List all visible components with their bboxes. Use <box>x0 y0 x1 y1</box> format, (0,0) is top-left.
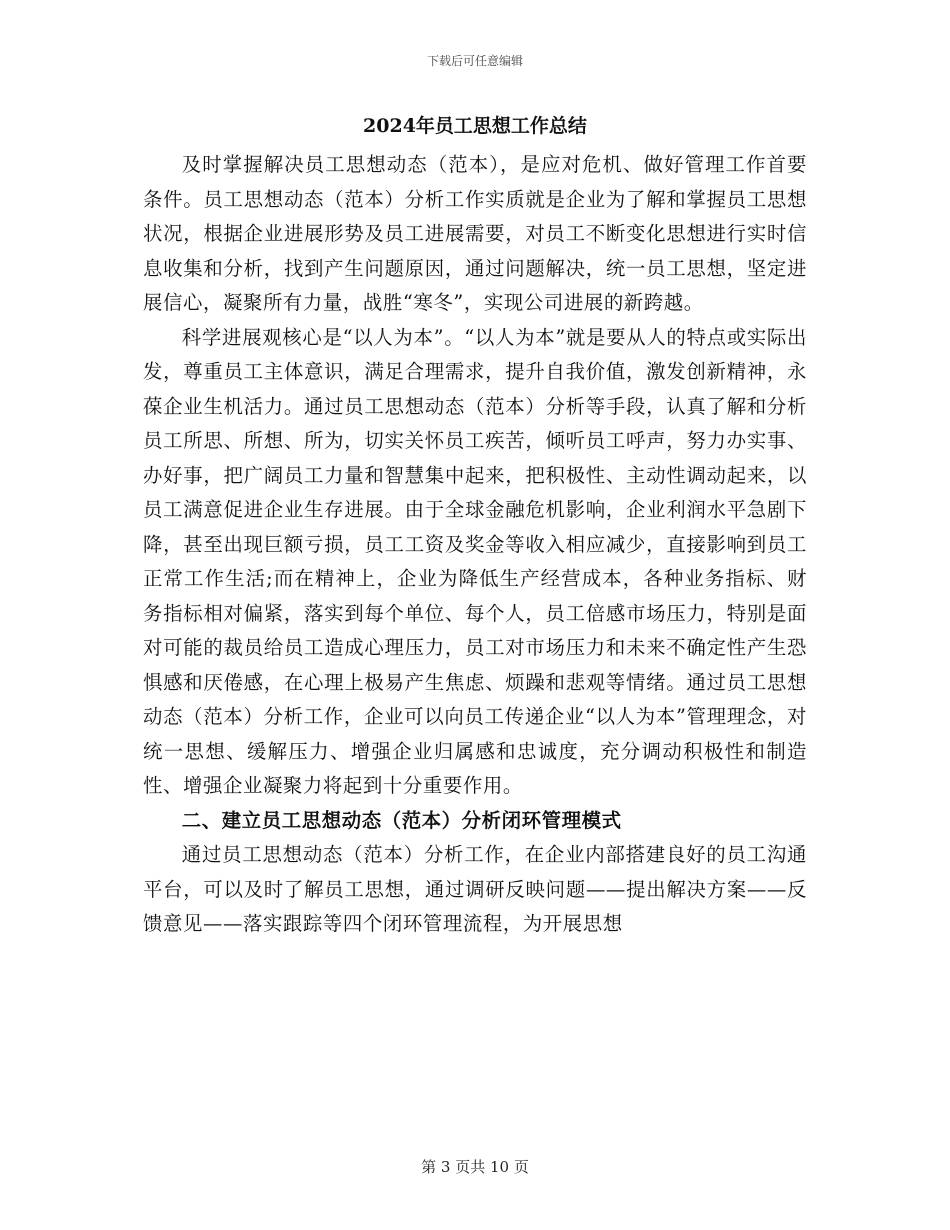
document-title: 2024年员工思想工作总结 <box>363 115 587 137</box>
page-header-note: 下载后可任意编辑 <box>426 54 523 68</box>
paragraph-people-oriented: 科学进展观核心是“以人为本”。“以人为本”就是要从人的特点或实际出发，尊重员工主体意识，满足合理需求，提升自我价值，激发创新精神，永葆企业生机活力。通过员工思想动态（范本）分析等手段，认真了解和分析员工所思、所想、所为，切实关怀员工疾苦，倾听员工呼声，努力办实事、办好事，把广阔员工力量和智慧集中起来，把积极性、主动性调动起来，以员工满意促进企业生存进展。由于全球金融危机影响，企业利润水平急剧下降，甚至出现巨额亏损，员工工资及奖金等收入相应减少，直接影响到员工正常工作生活;而在精神上，企业为降低生产经营成本，各种业务指标、财务指标相对偏紧，落实到每个单位、每个人，员工倍感市场压力，特别是面对可能的裁员给员工造成心理压力，员工对市场压力和未来不确定性产生恐惧感和厌倦感，在心理上极易产生焦虑、烦躁和悲观等情绪。通过员工思想动态（范本）分析工作，企业可以向员工传递企业“以人为本”管理理念，对统一思想、缓解压力、增强企业归属感和忠诚度，充分调动积极性和制造性、增强企业凝聚力将起到十分重要作用。 <box>143 325 807 797</box>
paragraph-intro: 及时掌握解决员工思想动态（范本），是应对危机、做好管理工作首要条件。员工思想动态（范本）分析工作实质就是企业为了解和掌握员工思想状况，根据企业进展形势及员工进展需要，对员工不断变化思想进行实时信息收集和分析，找到产生问题原因，通过问题解决，统一员工思想，坚定进展信心，凝聚所有力量，战胜“寒冬”，实现公司进展的新跨越。 <box>143 153 807 314</box>
page-number: 第 3 页共 10 页 <box>421 1158 529 1176</box>
document-body <box>143 108 807 942</box>
section-heading: 二、建立员工思想动态（范本）分析闭环管理模式 <box>181 808 622 832</box>
paragraph-closed-loop: 通过员工思想动态（范本）分析工作，在企业内部搭建良好的员工沟通平台，可以及时了解员工思想，通过调研反映问题——提出解决方案——反馈意见——落实跟踪等四个闭环管理流程，为开展思想 <box>143 843 807 935</box>
